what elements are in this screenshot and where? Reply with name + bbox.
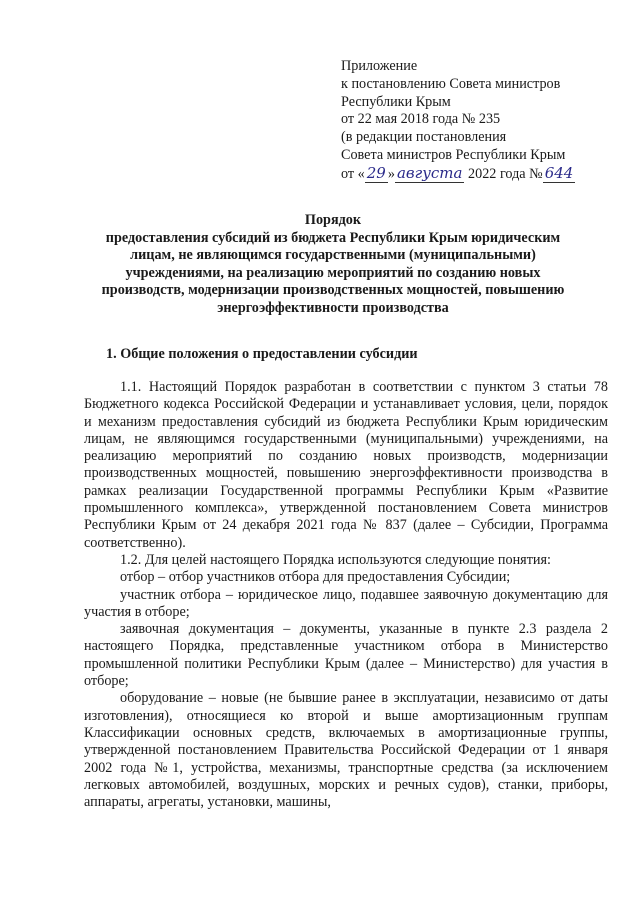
title-heading: Порядок <box>304 212 362 228</box>
definition-selection: отбор – отбор участников отбора для предоставления Субсидии; <box>120 569 511 586</box>
title-line: производств, модернизации производственных мощностей, повышению <box>101 282 565 299</box>
paragraph-1-2: 1.2. Для целей настоящего Порядка используются следующие понятия: <box>120 551 551 568</box>
document-title <box>70 212 596 318</box>
section-heading: 1. Общие положения о предоставлении субсидии <box>106 346 418 362</box>
annex-header <box>341 58 631 184</box>
document-body <box>84 379 608 811</box>
handwritten-number: 644 <box>544 163 574 182</box>
annex-line: Приложение <box>341 58 418 74</box>
definition-participant: участник отбора – юридическое лицо, подавшее заявочную документацию для участия в отборе; <box>84 586 608 620</box>
annex-line: к постановлению Совета министров <box>341 75 561 92</box>
paragraph-1-1: 1.1. Настоящий Порядок разработан в соответствии с пунктом 3 статьи 78 Бюджетного кодекса Российской Федерации и устанавливает условия, цели, порядок и механизм предоставления субсидий из бюджета Республики Крым юридическим лицам, не являющимся государственными (муниципальными) учреждениями, на реализацию мероприятий по созданию новых производств, модернизации производственных мощностей, повышению энергоэффективности производства в рамках реализации Государственной программы Республики Крым «Развитие промышленного комплекса», утвержденной постановлением Совета министров Республики Крым от 24 декабря 2021 года № 837 (далее – Субсидии, Программа соответственно). <box>84 379 608 551</box>
handwritten-month: августа <box>396 163 463 182</box>
date-prefix: от « <box>341 165 365 182</box>
title-line: предоставления субсидий из бюджета Республики Крым юридическим <box>105 229 561 246</box>
handwritten-day: 29 <box>366 163 386 182</box>
title-line: учреждениями, на реализацию мероприятий по созданию новых <box>125 264 541 281</box>
definition-equipment: оборудование – новые (не бывшие ранее в эксплуатации, независимо от даты изготовления), относящиеся ко второй и выше амортизационным группам Классификации основных средств, включаемых в амортизационные группы, утвержденной постановлением Правительства Российской Федерации от 1 января 2002 года №1, устройства, механизмы, транспортные средства (за исключением легковых автомобилей, воздушных, морских и речных судов), станки, приборы, аппараты, агрегаты, установки, машины, <box>84 690 608 811</box>
title-line: лицам, не являющимся государственными (муниципальными) <box>130 247 536 264</box>
annex-line: от 22 мая 2018 года № 235 <box>341 111 501 128</box>
date-mid: » <box>387 165 395 182</box>
annex-line: Республики Крым <box>341 93 451 110</box>
date-suffix: 2022 года № <box>464 165 543 182</box>
annex-line: (в редакции постановления <box>341 129 507 146</box>
definition-application-docs: заявочная документация – документы, указанные в пункте 2.3 раздела 2 настоящего Порядка, представленные участником отбора в Министерство промышленной политики Республики Крым (далее – Министерство) для участия в отборе; <box>84 621 608 690</box>
title-line: энергоэффективности производства <box>217 299 449 316</box>
annex-date-line <box>341 165 631 184</box>
annex-line: Совета министров Республики Крым <box>341 146 566 163</box>
